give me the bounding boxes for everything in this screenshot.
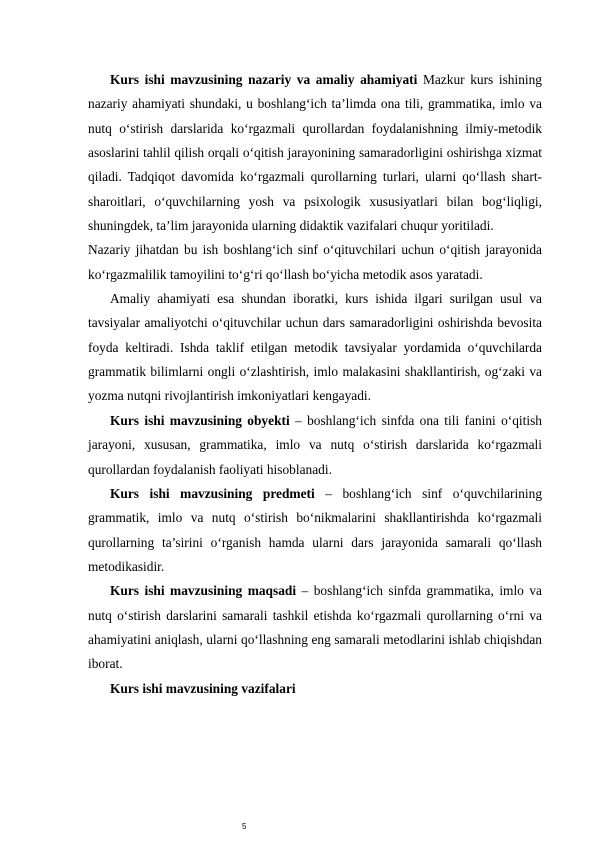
paragraph-goal-text: – boshlang‘ich sinfda grammatika, imlo va nutq o‘stirish darslarini samarali tashkil etishda ko‘rgazmali qurollarning o‘rni va ahamiyatini aniqlash, ularni qo‘llashning eng samarali metodlarini ishlab chiqishdan iborat. (88, 583, 542, 672)
heading-significance: Kurs ishi mavzusining nazariy va amaliy ahamiyati (110, 72, 418, 87)
paragraph-subject-text: – boshlang‘ich sinf o‘quvchilarining grammatik, imlo va nutq o‘stirish bo‘nikmalarini shakllantirishda ko‘rgazmali qurollarning ta’sirini o‘rganish hamda ularni dars jarayonida samarali qo‘llash metodikasidir. (88, 485, 543, 574)
heading-subject: Kurs ishi mavzusining predmeti (110, 485, 315, 501)
paragraph-subject (88, 482, 542, 579)
document-page (88, 68, 542, 701)
paragraph-theoretical-text: Nazariy jihatdan bu ish boshlang‘ich sinf o‘qituvchilari uchun o‘qitish jarayonida ko‘rgazmalilik tamoyilini to‘g‘ri qo‘llash bo‘yicha metodik asos yaratadi. (88, 242, 542, 282)
heading-goal: Kurs ishi mavzusining maqsadi (110, 583, 297, 599)
paragraph-significance (88, 68, 542, 238)
paragraph-theoretical (88, 238, 542, 287)
heading-object: Kurs ishi mavzusining obyekti (110, 412, 290, 428)
paragraph-goal (88, 579, 542, 676)
page-number: 5 (242, 822, 247, 831)
paragraph-practical-text: Amaliy ahamiyati esa shundan iboratki, kurs ishida ilgari surilgan usul va tavsiyalar amaliyotchi o‘qituvchilar uchun dars samaradorligini oshirishda bevosita foyda keltiradi. Ishda taklif etilgan metodik tavsiyalar yordamida o‘quvchilarda grammatik bilimlarni ongli o‘zlashtirish, imlo malakasini shakllantirish, og‘zaki va yozma nutqni rivojlantirish imkoniyatlari kengayadi. (88, 291, 542, 404)
paragraph-significance-text: Mazkur kurs ishining nazariy ahamiyati shundaki, u boshlang‘ich ta’limda ona tili, grammatika, imlo va nutq o‘stirish darslarida ko‘rgazmali qurollardan foydalanishning ilmiy-metodik asoslarini tahlil qilish orqali o‘qitish jarayonining samaradorligini oshirishga xizmat qiladi. Tadqiqot davomida ko‘rgazmali qurollarning turlari, ularni qo‘llash shart-sharoitlari, o‘quvchilarning yosh va psixologik xususiyatlari bilan bog‘liqligi, shuningdek, ta’lim jarayonida ularning didaktik vazifalari chuqur yoritiladi. (88, 72, 542, 234)
paragraph-object-text: – boshlang‘ich sinfda ona tili fanini o‘qitish jarayoni, xususan, grammatika, imlo va nutq o‘stirish darslarida ko‘rgazmali qurollardan foydalanish faoliyati hisoblanadi. (88, 412, 542, 477)
heading-tasks: Kurs ishi mavzusining vazifalari (110, 680, 296, 696)
paragraph-object (88, 409, 542, 482)
paragraph-tasks (88, 677, 542, 701)
paragraph-practical (88, 287, 542, 409)
